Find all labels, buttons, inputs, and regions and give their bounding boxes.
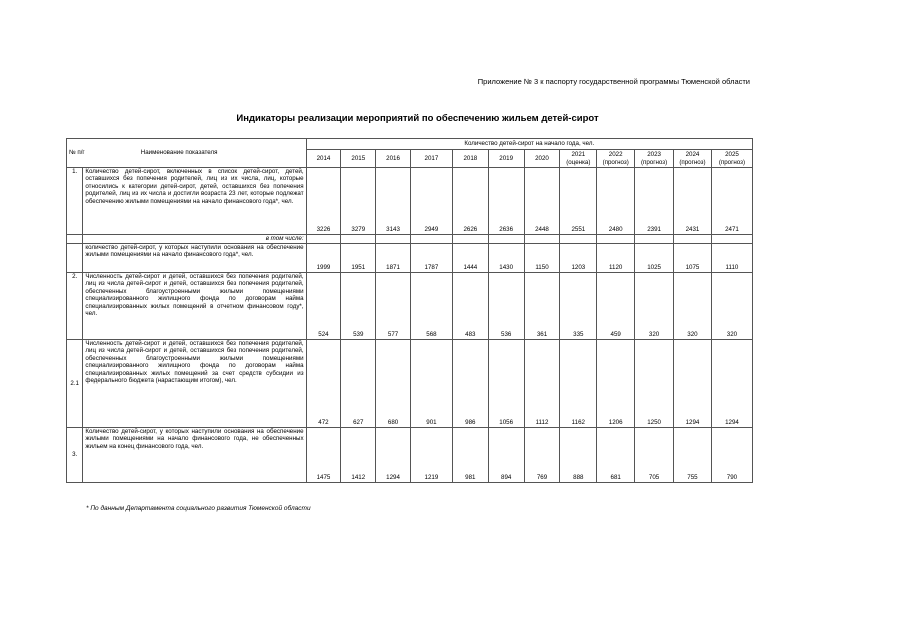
value-cell: 1150 — [524, 244, 560, 273]
value-cell: 1056 — [488, 340, 524, 428]
blank-cell — [376, 235, 411, 244]
value-cell: 769 — [524, 428, 560, 483]
value-cell: 536 — [488, 273, 524, 340]
value-cell: 894 — [488, 428, 524, 483]
appendix-note: Приложение № 3 к паспорту государственной программы Тюменской области — [477, 77, 750, 86]
value-cell: 539 — [341, 273, 376, 340]
value-cell: 1203 — [560, 244, 597, 273]
value-cell: 627 — [341, 340, 376, 428]
value-cell: 1294 — [376, 428, 411, 483]
value-cell: 320 — [674, 273, 712, 340]
value-cell: 335 — [560, 273, 597, 340]
value-cell: 680 — [376, 340, 411, 428]
value-cell: 1112 — [524, 340, 560, 428]
blank-cell — [488, 235, 524, 244]
year-header: 2018 — [452, 150, 488, 168]
col-name-header: Наименование показателя — [140, 149, 218, 157]
value-cell: 472 — [306, 340, 341, 428]
value-cell: 1025 — [635, 244, 674, 273]
year-header: 2019 — [488, 150, 524, 168]
year-header: 2017 — [410, 150, 452, 168]
value-cell: 901 — [410, 340, 452, 428]
table-row — [67, 428, 753, 483]
value-cell: 1951 — [341, 244, 376, 273]
value-cell: 1787 — [410, 244, 452, 273]
row-number: 3. — [67, 428, 83, 483]
value-cell: 986 — [452, 340, 488, 428]
value-cell: 1294 — [711, 340, 752, 428]
value-cell: 1294 — [674, 340, 712, 428]
value-cell: 888 — [560, 428, 597, 483]
table-row — [67, 244, 753, 273]
table-row — [67, 168, 753, 235]
value-cell: 755 — [674, 428, 712, 483]
year-header: 2014 — [306, 150, 341, 168]
value-cell: 524 — [306, 273, 341, 340]
value-cell: 1250 — [635, 340, 674, 428]
value-cell: 3279 — [341, 168, 376, 235]
blank-cell — [341, 235, 376, 244]
value-cell: 1430 — [488, 244, 524, 273]
value-cell: 1075 — [674, 244, 712, 273]
value-cell: 2448 — [524, 168, 560, 235]
row-number — [67, 244, 83, 273]
footnote: * По данным Департамента социального развития Тюменской области — [86, 505, 311, 512]
value-cell: 1162 — [560, 340, 597, 428]
value-cell: 1999 — [306, 244, 341, 273]
blank-cell — [524, 235, 560, 244]
row-description: Численность детей-сирот и детей, оставшихся без попечения родителей, лиц из числа детей-сирот и детей, оставшихся без попечения родителей, обеспеченных благоустроенными жилыми помещениями специализированного жилищного фонда по договорам найма специализированных жилых помещений в отчетном финансовом году*, чел. — [83, 273, 306, 340]
value-cell: 2431 — [674, 168, 712, 235]
table-row — [67, 340, 753, 428]
header-name-cell — [67, 139, 307, 168]
year-header: 2023 (прогноз) — [635, 150, 674, 168]
value-cell: 790 — [711, 428, 752, 483]
subheader-label: в том числе: — [83, 235, 306, 244]
row-number: 2. — [67, 273, 83, 340]
row-description: Численность детей-сирот и детей, оставшихся без попечения родителей, лиц из числа детей-сирот и детей, оставшихся без попечения родителей, обеспеченных благоустроенными жилыми помещениями специализированного жилищного фонда по договорам найма специализированных жилых помещений за счет средств субсидии из федерального бюджета (нарастающим итогом), чел. — [83, 340, 306, 428]
value-cell: 681 — [597, 428, 635, 483]
value-cell: 3226 — [306, 168, 341, 235]
row-number: 2.1 — [67, 340, 83, 428]
value-cell: 981 — [452, 428, 488, 483]
blank-cell — [674, 235, 712, 244]
value-cell: 577 — [376, 273, 411, 340]
year-header: 2021 (оценка) — [560, 150, 597, 168]
value-cell: 483 — [452, 273, 488, 340]
row-number: 1. — [67, 168, 83, 235]
value-cell: 2636 — [488, 168, 524, 235]
value-cell: 1475 — [306, 428, 341, 483]
value-cell: 2480 — [597, 168, 635, 235]
value-cell: 2391 — [635, 168, 674, 235]
blank-cell — [711, 235, 752, 244]
blank-cell — [306, 235, 341, 244]
value-cell: 705 — [635, 428, 674, 483]
year-header: 2016 — [376, 150, 411, 168]
value-cell: 2551 — [560, 168, 597, 235]
value-cell: 1120 — [597, 244, 635, 273]
row-description: Количество детей-сирот, у которых наступили основания на обеспечение жилыми помещениями на начало финансового года, не обеспеченных жильем на конец финансового года, чел. — [83, 428, 306, 483]
year-header: 2025 (прогноз) — [711, 150, 752, 168]
year-header: 2020 — [524, 150, 560, 168]
blank-cell — [635, 235, 674, 244]
row-description: Количество детей-сирот, включенных в список детей-сирот, детей, оставшихся без попечения родителей, лиц из их числа, лиц, которые относились к категории детей-сирот, детей, оставшихся без попечения родителей, лиц из их числа и достигли возраста 23 лет, которые подлежат обеспечению жилыми помещениями на начало финансового года*, чел. — [83, 168, 306, 235]
group-header: Количество детей-сирот на начало года, чел. — [306, 139, 752, 150]
value-cell: 459 — [597, 273, 635, 340]
value-cell: 1206 — [597, 340, 635, 428]
value-cell: 320 — [635, 273, 674, 340]
value-cell: 2471 — [711, 168, 752, 235]
value-cell: 568 — [410, 273, 452, 340]
page-title: Индикаторы реализации мероприятий по обеспечению жильем детей-сирот — [236, 113, 599, 124]
blank-cell — [597, 235, 635, 244]
subheader-row — [67, 235, 753, 244]
blank-cell — [560, 235, 597, 244]
year-header: 2022 (прогноз) — [597, 150, 635, 168]
indicators-table — [66, 138, 753, 483]
value-cell: 1412 — [341, 428, 376, 483]
table-row — [67, 273, 753, 340]
year-header: 2015 — [341, 150, 376, 168]
value-cell: 1444 — [452, 244, 488, 273]
row-description: количество детей-сирот, у которых наступили основания на обеспечение жилыми помещениями на начало финансового года*, чел. — [83, 244, 306, 273]
blank-cell — [410, 235, 452, 244]
value-cell: 1219 — [410, 428, 452, 483]
value-cell: 2949 — [410, 168, 452, 235]
value-cell: 3143 — [376, 168, 411, 235]
col-num-header: № п/г — [69, 149, 85, 157]
value-cell: 1871 — [376, 244, 411, 273]
blank-cell — [67, 235, 83, 244]
value-cell: 1110 — [711, 244, 752, 273]
blank-cell — [452, 235, 488, 244]
value-cell: 361 — [524, 273, 560, 340]
value-cell: 2626 — [452, 168, 488, 235]
year-header: 2024 (прогноз) — [674, 150, 712, 168]
value-cell: 320 — [711, 273, 752, 340]
